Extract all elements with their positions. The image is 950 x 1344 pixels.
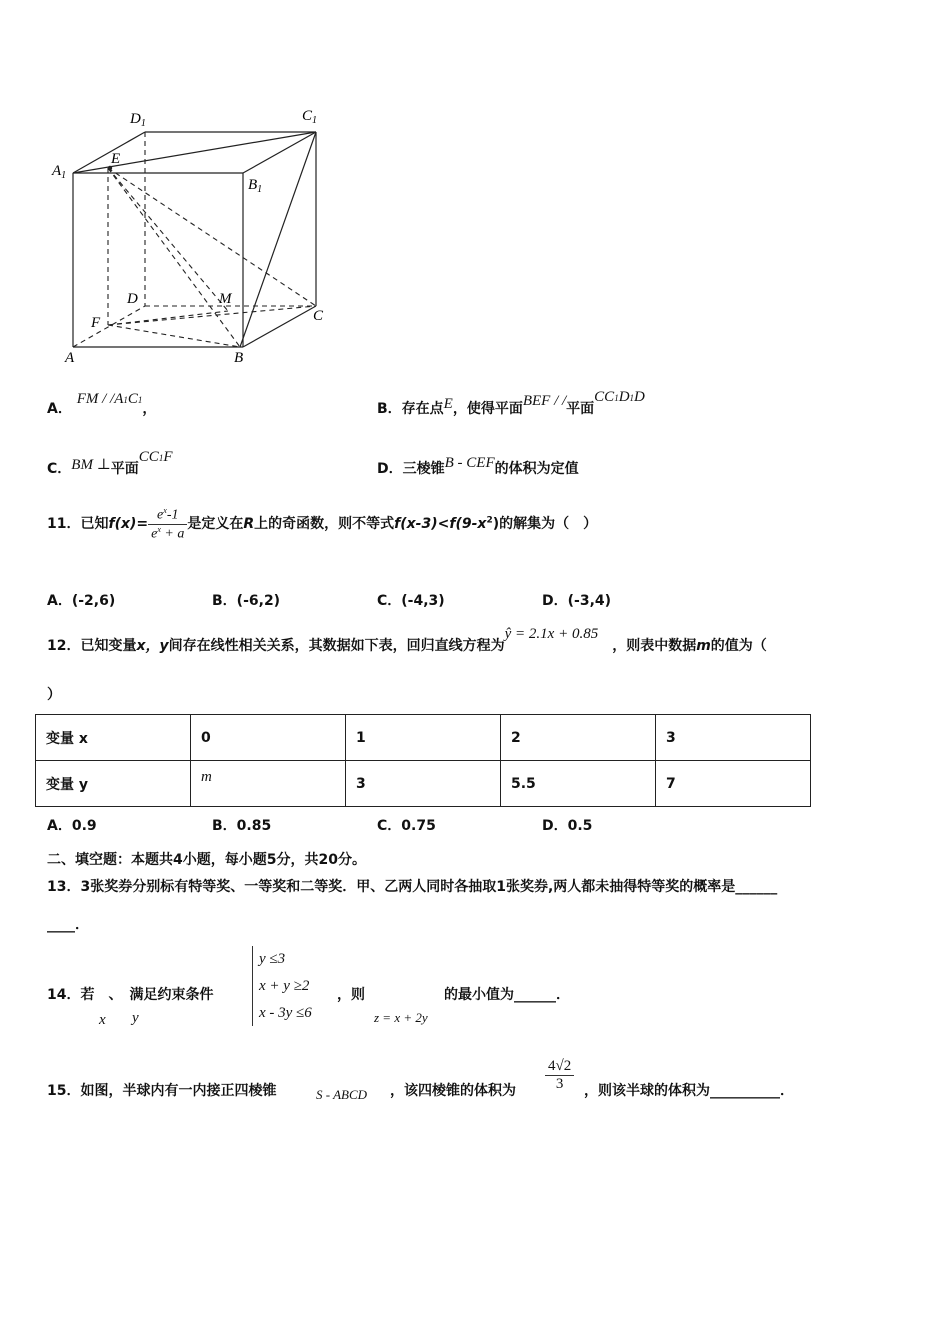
q14-tail: 的最小值为______．: [444, 987, 570, 1003]
q11-option-c: C．(-4,3): [377, 593, 445, 609]
q15-tail: ，则该半球的体积为__________．: [584, 1083, 794, 1099]
label-c1: $C_1$: [302, 108, 318, 126]
q14-var-y: y: [132, 1010, 139, 1026]
label-d1: $D_1$: [130, 111, 146, 129]
table-row: [36, 715, 811, 761]
q11-option-b: B．(-6,2): [212, 593, 281, 609]
q14-objective: z = x + 2y: [374, 1010, 428, 1025]
label-a1: $A_1$: [52, 163, 67, 181]
q12-stem: 12．已知变量x，y间存在线性相关关系，其数据如下表，回归直线方程为ŷ = 2.1x + 0.85，则表中数据m的值为（: [47, 626, 767, 654]
table-cell: 变量 y: [36, 761, 191, 807]
q12-data-table: [35, 714, 811, 807]
table-cell: 变量 x: [36, 715, 191, 761]
q11-option-a: A．(-2,6): [47, 593, 116, 609]
label-d: D: [127, 291, 138, 307]
q10-option-a: A． FM / $/A^1C^1$，: [47, 391, 157, 417]
table-cell: m: [191, 761, 346, 807]
section-heading: 二、填空题：本题共4小题，每小题5分，共20分。: [47, 852, 366, 868]
q15-mid: ，该四棱锥的体积为: [390, 1083, 516, 1099]
q14-then: ，则: [337, 987, 365, 1003]
label-f: F: [91, 315, 101, 331]
label-m: M: [219, 291, 232, 307]
table-cell: 5.5: [501, 761, 656, 807]
q12-option-a: A．0.9: [47, 818, 97, 834]
q15-pyramid: S - ABCD: [316, 1087, 368, 1102]
q13-line1: 13．3张奖券分别标有特等奖、一等奖和二等奖．甲、乙两人同时各抽取1张奖券,两人都未抽得特等奖的概率是______: [47, 879, 778, 895]
q10-option-d: D．三棱锥B - CEF的体积为定值: [377, 455, 579, 477]
label-c: C: [313, 308, 324, 324]
q12-option-b: B．0.85: [212, 818, 272, 834]
q11-stem: 11．已知f(x)= $\frac{e^x-1}{e^x + a}$ 是定义在R上的奇函数，则不等式$f(x-3)<f(9-x^2)$的解集为（ ）: [47, 506, 598, 542]
q14-constraints: y ≤3 x + y ≥2 x - 3y ≤6: [252, 946, 312, 1026]
label-b1: $B_1$: [248, 177, 263, 195]
label-b: B: [234, 350, 244, 366]
table-cell: 1: [346, 715, 501, 761]
table-cell: 7: [656, 761, 811, 807]
q10-option-b: B．存在点E，使得平面BEF / /平面$CC^1D^1D$: [377, 389, 645, 417]
q14-prefix: 14．若 、 满足约束条件: [47, 987, 214, 1003]
cube-figure: [45, 100, 345, 370]
table-row: [36, 761, 811, 807]
q14-var-x: x: [99, 1012, 106, 1028]
q11-option-d: D．(-3,4): [542, 593, 612, 609]
table-cell: 0: [191, 715, 346, 761]
q10-option-c: C．BM ⊥平面$CC^1F$: [47, 449, 173, 477]
q12-close-paren: ）: [47, 687, 61, 703]
q12-option-d: D．0.5: [542, 818, 593, 834]
q15-volume-fraction: $\frac{4√2}{3}$: [545, 1058, 574, 1093]
q12-option-c: C．0.75: [377, 818, 436, 834]
table-cell: 2: [501, 715, 656, 761]
label-a: A: [65, 350, 75, 366]
table-cell: 3: [346, 761, 501, 807]
table-cell: 3: [656, 715, 811, 761]
q15-prefix: 15．如图，半球内有一内接正四棱锥: [47, 1083, 277, 1099]
label-e: E: [111, 151, 121, 167]
q13-line2: ____．: [47, 917, 89, 933]
